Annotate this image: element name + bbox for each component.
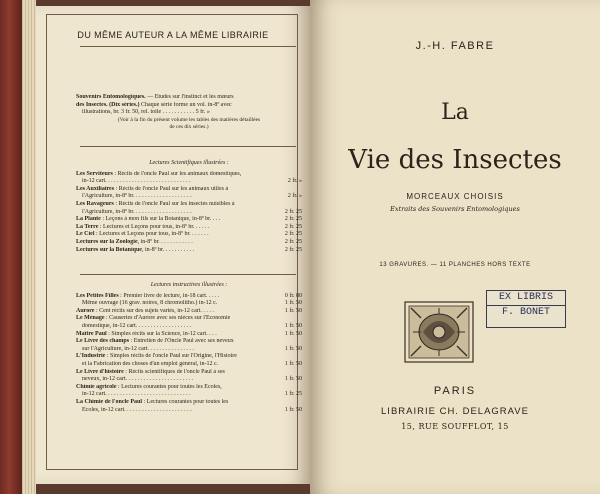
book-entry [76, 247, 302, 255]
book-entry-continuation-text: in-12 cart. . . . . . . . . . . . . . . . . . . . . . . . . . . . . [82, 391, 191, 398]
book-entry-continuation-text: l'Agriculture, in-8º br. . . . . . . . . . . . . . . . . . . . [82, 193, 192, 200]
ex-libris-stamp [486, 290, 566, 328]
book-entry-price: 1 fr. 50 [284, 300, 302, 307]
book-entry-continuation [76, 391, 302, 399]
book-entry-price: 2 fr. 25 [284, 231, 302, 238]
book-entry-description: : Entretien de l'Oncle Paul avec ses neveux [129, 338, 234, 345]
book-entry-title: L'Industrie [76, 353, 106, 360]
book-entry [76, 171, 302, 179]
book-entry-price [298, 399, 302, 407]
book-entry-description: , in-8º br. . . . . . . . . . . [141, 246, 195, 253]
souvenirs-line1: — Études sur l'instinct et les mœurs [145, 94, 234, 100]
section-rule [80, 274, 296, 275]
book-entry-description: : Lectures et Leçons pour tous, in-8º br. . . . . . [98, 223, 210, 230]
book-entry-continuation-text: neveux, in-12 cart. . . . . . . . . . . . . . . . . . . . . . . [82, 376, 193, 383]
book-entry-description: : Simples récits sur la Science, in-12 cart. . . . [106, 330, 217, 337]
book-entry [76, 369, 302, 377]
book-entry-description: : Causeries d'Aurore avec ses nièces sur l'Économie [104, 315, 231, 322]
book-entry-price: 2 fr. » [287, 178, 302, 185]
book-entry-price: 1 fr. 50 [284, 330, 302, 337]
book-entry-price: 1 fr. 50 [284, 307, 302, 314]
book-binding [0, 0, 22, 494]
book-entry [76, 201, 302, 209]
book-entry-continuation [76, 346, 302, 354]
book-entry-title: Le Livre des champs [76, 338, 130, 345]
book-entry-continuation [76, 376, 302, 384]
book-entry-continuation [76, 407, 302, 415]
book-entry-description: : Leçons à mon fils sur la Botanique, in-8º br. . . . [100, 216, 221, 223]
book-entry-title: Les Serviteurs [76, 170, 113, 177]
book-entry-title: Lectures sur la Botanique [76, 246, 142, 253]
book-entry [76, 239, 302, 247]
book-entry-price: 1 fr. 50 [284, 376, 302, 383]
author-name: J.-H. FABRE [415, 40, 495, 52]
book-entry-continuation [76, 193, 302, 201]
section2-heading: Lectures instructives illustrées : [150, 282, 228, 288]
book-entry-description: : Récits de l'oncle Paul sur les animaux utiles à [114, 185, 229, 192]
book-entry-description: : Récits de l'oncle Paul sur les animaux domestiques, [112, 170, 242, 177]
book-entry-description: : Lectures courantes pour toutes les Écoles, [116, 383, 222, 390]
book-entry-price: 2 fr. 25 [284, 238, 302, 245]
book-entry-continuation-text: et la Fabrication des choses d'un emploi général, in-12 c. [82, 360, 219, 367]
book-entry-price [298, 369, 302, 377]
book-entry-price [298, 201, 302, 209]
book-entry-price: 1 fr. 25 [284, 391, 302, 398]
book-entry-title: Les Ravageurs [76, 200, 114, 207]
book-entry-description: : Récits de l'oncle Paul sur les insectes nuisibles à [113, 200, 235, 207]
book-entry-description: , in-8º br. . . . . . . . . . . . [137, 238, 193, 245]
souvenirs-note1: (Voir à la fin du présent volume les tables des matières détaillées [117, 116, 261, 123]
book-entry-continuation-text: Même ouvrage (16 grav. noires, 8 chromolitho.) in-12 c. [82, 300, 218, 307]
book-entry-price: 2 fr. 25 [284, 216, 302, 223]
book-entry [76, 384, 302, 392]
book-entry [76, 186, 302, 194]
book-entry-continuation [76, 361, 302, 369]
book-entry-price [298, 315, 302, 323]
book-title: Vie des Insectes [348, 145, 562, 175]
book-entry [76, 353, 302, 361]
book-entry-price: 2 fr. 25 [284, 246, 302, 253]
title-page [310, 0, 600, 494]
stamp-line2: F. BONET [501, 307, 550, 318]
book-entry-title: Le Ciel [76, 231, 95, 238]
book-entry-continuation-text: domestique, in-12 cart. . . . . . . . . . . . . . . . . . . [82, 322, 192, 329]
book-entry-continuation [76, 209, 302, 217]
book-entry-price [298, 338, 302, 346]
stamp-line1: EX LIBRIS [487, 291, 565, 306]
book-entry-continuation-text: in-12 cart. . . . . . . . . . . . . . . . . . . . . . . . . . . . . [82, 178, 191, 185]
book-entry-price: 2 fr. 25 [284, 208, 302, 215]
souvenirs-line2-title: des Insectes. (Dix séries.) [76, 101, 140, 108]
book-entry-title: Aurore [76, 307, 95, 314]
book-entry-price: 2 fr. » [287, 193, 302, 200]
book-entry-price: 1 fr. 50 [284, 345, 302, 352]
book-entry [76, 224, 302, 232]
book-entry [76, 308, 302, 316]
illustrations-note: 13 GRAVURES. — 11 PLANCHES HORS TEXTE [379, 262, 531, 268]
book-entry-title: Le Livre d'histoire [76, 368, 124, 375]
souvenirs-line2: Chaque série forme un vol. in-8º avec [139, 101, 232, 108]
publisher-vignette-icon [403, 300, 475, 364]
page-edges [22, 0, 36, 494]
book-entry [76, 331, 302, 339]
book-entry-continuation-text: Écoles, in-12 cart. . . . . . . . . . . . . . . . . . . . . . . [82, 406, 192, 413]
book-entry-price: 1 fr. 50 [284, 406, 302, 413]
book-entry-price: 1 fr. 50 [284, 322, 302, 329]
book-entry-title: La Plante [76, 216, 101, 223]
book-entry-description: : Simples récits de l'oncle Paul sur l'Origine, l'Histoire [105, 353, 237, 360]
book-entry-title: Les Auxiliaires [76, 185, 115, 192]
publisher-address: 15, RUE SOUFFLOT, 15 [401, 422, 509, 431]
book-entry [76, 293, 302, 301]
book-entry-title: Maître Paul [76, 330, 107, 337]
book-entry-title: Chimie agricole [76, 383, 117, 390]
section-rule [80, 146, 296, 147]
souvenirs-title: Souvenirs Entomologiques. [76, 94, 146, 100]
book-entry-description: : Premier livre de lecture, in-18 cart. . . . . [118, 292, 220, 299]
book-entry-description: : Récits scientifiques de l'oncle Paul à ses [123, 368, 225, 375]
book-entry-price: 2 fr. 25 [284, 223, 302, 230]
souvenirs-entry [76, 94, 302, 132]
title-article: La [441, 100, 469, 125]
book-entry-description: : Lectures courantes pour toutes les [142, 398, 229, 405]
book-entry [76, 399, 302, 407]
book-entry [76, 231, 302, 239]
book-subtitle: MORCEAUX CHOISIS [406, 192, 504, 201]
book-entry-title: Lectures sur la Zoologie [76, 238, 138, 245]
book-entry [76, 315, 302, 323]
book-entry [76, 216, 302, 224]
book-entry-description: : Cent récits sur des sujets variés, in-12 cart. . . . . [94, 307, 214, 314]
left-page [36, 6, 310, 484]
instructive-readings-list [76, 282, 302, 414]
book-entry-continuation [76, 178, 302, 186]
book-entry-title: La Chimie de l'oncle Paul [76, 398, 142, 405]
book-entry-description: : Lectures et Leçons pour tous, in-8º br. . . . . . . [94, 231, 209, 238]
book-entry-continuation-text: l'Agriculture, in-8º br. . . . . . . . . . . . . . . . . . . . [82, 208, 192, 215]
souvenirs-line3: illustrations, br. 3 fr. 50, rel. toile . . . . . . . . . . . 5 fr. » [82, 109, 210, 116]
header-rule [80, 46, 296, 47]
book-entry-price: 1 fr. 50 [284, 360, 302, 367]
book-entry-continuation [76, 323, 302, 331]
scientific-readings-list [76, 160, 302, 254]
publisher-name: LIBRAIRIE CH. DELAGRAVE [381, 406, 529, 417]
book-entry [76, 338, 302, 346]
book-entry-continuation-text: sur l'Agriculture, in-12 cart. . . . . . . . . . . . . . . . [82, 345, 194, 352]
book-entry-continuation [76, 300, 302, 308]
section1-heading: Lectures Scientifiques illustrées : [149, 160, 229, 166]
left-page-header: DU MÊME AUTEUR A LA MÊME LIBRAIRIE [77, 30, 269, 40]
souvenirs-note2: de ces dix séries.) [169, 124, 209, 131]
book-entry-price: 0 fr. 80 [284, 292, 302, 299]
book-entry-title: Le Ménage [76, 315, 105, 322]
extract-note: Extraits des Souvenirs Entomologiques [390, 205, 520, 213]
book-entry-title: La Terre [76, 223, 99, 230]
book-entry-price [298, 353, 302, 361]
book-entry-title: Les Petites Filles [76, 292, 119, 299]
publisher-city: PARIS [433, 385, 477, 397]
